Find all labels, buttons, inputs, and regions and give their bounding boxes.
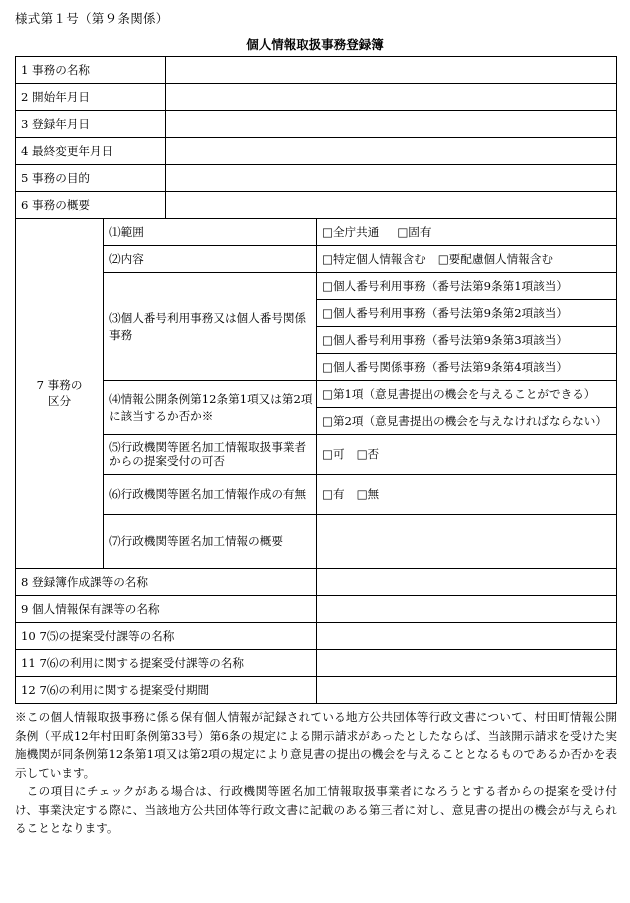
proposal-reception-section-field[interactable] — [317, 623, 617, 650]
disclosure-ordinance-label: ⑷情報公開条例第12条第1項又は第2項に該当するか否か※ — [104, 381, 317, 435]
checkbox-paragraph-1[interactable]: □第1項（意見書提出の機会を与えることができる） — [317, 381, 617, 408]
section7-label-line2: 区分 — [47, 393, 72, 408]
row-label-proposal-reception-section: 10 7⑸の提案受付課等の名称 — [16, 623, 317, 650]
checkbox-specific-personal-info[interactable]: □特定個人情報含む — [322, 251, 426, 266]
row-label-registration-date: 3 登録年月日 — [16, 111, 166, 138]
anonymized-info-creation-options — [317, 475, 617, 515]
row-label-business-name: 1 事務の名称 — [16, 57, 166, 84]
proposal-acceptance-label: ⑸行政機関等匿名加工情報取扱事業者からの提案受付の可否 — [104, 435, 317, 475]
checkbox-not-acceptable[interactable]: □否 — [356, 447, 380, 462]
checkbox-number-related-9-4[interactable]: □個人番号関係事務（番号法第9条第4項該当） — [317, 354, 617, 381]
document-title: 個人情報取扱事務登録簿 — [246, 37, 384, 52]
checkbox-sensitive-personal-info[interactable]: □要配慮個人情報含む — [437, 251, 554, 266]
row-label-usage-proposal-period: 12 7⑹の利用に関する提案受付期間 — [16, 677, 317, 704]
footnote — [15, 708, 617, 838]
row-label-last-modified-date: 4 最終変更年月日 — [16, 138, 166, 165]
section7-label — [16, 219, 104, 569]
anonymized-info-overview-field[interactable] — [317, 515, 617, 569]
usage-proposal-period-field[interactable] — [317, 677, 617, 704]
registration-table — [15, 56, 617, 704]
business-overview-field[interactable] — [166, 192, 617, 219]
checkbox-paragraph-2[interactable]: □第2項（意見書提出の機会を与えなければならない） — [317, 408, 617, 435]
row-label-register-creating-section: 8 登録簿作成課等の名称 — [16, 569, 317, 596]
row-label-usage-proposal-section: 11 7⑹の利用に関する提案受付課等の名称 — [16, 650, 317, 677]
row-label-info-holding-section: 9 個人情報保有課等の名称 — [16, 596, 317, 623]
checkbox-yes[interactable]: □有 — [322, 487, 345, 502]
section7-label-line1: 7 事務の — [36, 378, 83, 393]
row-label-business-purpose: 5 事務の目的 — [16, 165, 166, 192]
last-modified-date-field[interactable] — [166, 138, 617, 165]
registration-date-field[interactable] — [166, 111, 617, 138]
footnote-paragraph-2: この項目にチェックがある場合は、行政機関等匿名加工情報取扱事業者になろうとする者からの提案を受け付け、事業決定する際に、当該地方公共団体等行政文書に記載のある第三者に対し、意見書の提出の機会が与えられることとなります。 — [15, 784, 617, 835]
personal-number-business-label: ⑶個人番号利用事務又は個人番号関係事務 — [104, 273, 317, 381]
content-options — [317, 246, 617, 273]
business-purpose-field[interactable] — [166, 165, 617, 192]
row-label-business-overview: 6 事務の概要 — [16, 192, 166, 219]
info-holding-section-field[interactable] — [317, 596, 617, 623]
start-date-field[interactable] — [166, 84, 617, 111]
anonymized-info-overview-label: ⑺行政機関等匿名加工情報の概要 — [104, 515, 317, 569]
checkbox-all-departments[interactable]: □全庁共通 — [322, 224, 380, 239]
row-label-start-date: 2 開始年月日 — [16, 84, 166, 111]
usage-proposal-section-field[interactable] — [317, 650, 617, 677]
checkbox-no[interactable]: □無 — [356, 487, 380, 502]
scope-options — [317, 219, 617, 246]
checkbox-number-use-9-1[interactable]: □個人番号利用事務（番号法第9条第1項該当） — [317, 273, 617, 300]
anonymized-info-creation-label: ⑹行政機関等匿名加工情報作成の有無 — [104, 475, 317, 515]
register-creating-section-field[interactable] — [317, 569, 617, 596]
scope-label: ⑴範囲 — [104, 219, 317, 246]
proposal-acceptance-options — [317, 435, 617, 475]
content-label: ⑵内容 — [104, 246, 317, 273]
checkbox-number-use-9-3[interactable]: □個人番号利用事務（番号法第9条第3項該当） — [317, 327, 617, 354]
footnote-paragraph-1: ※この個人情報取扱事務に係る保有個人情報が記録されている地方公共団体等行政文書について、村田町情報公開条例（平成12年村田町条例第33号）第6条の規定による開示請求があったとしたならば、当該開示請求を受けた実施機関が同条例第12条第1項又は第2項の規定により意見書の提出の機会を与えることとなるものであるか否かを表示しています。 — [15, 710, 617, 780]
business-name-field[interactable] — [166, 57, 617, 84]
form-number-label: 様式第１号（第９条関係） — [15, 11, 169, 26]
checkbox-specific[interactable]: □固有 — [397, 224, 432, 239]
checkbox-acceptable[interactable]: □可 — [322, 447, 345, 462]
checkbox-number-use-9-2[interactable]: □個人番号利用事務（番号法第9条第2項該当） — [317, 300, 617, 327]
